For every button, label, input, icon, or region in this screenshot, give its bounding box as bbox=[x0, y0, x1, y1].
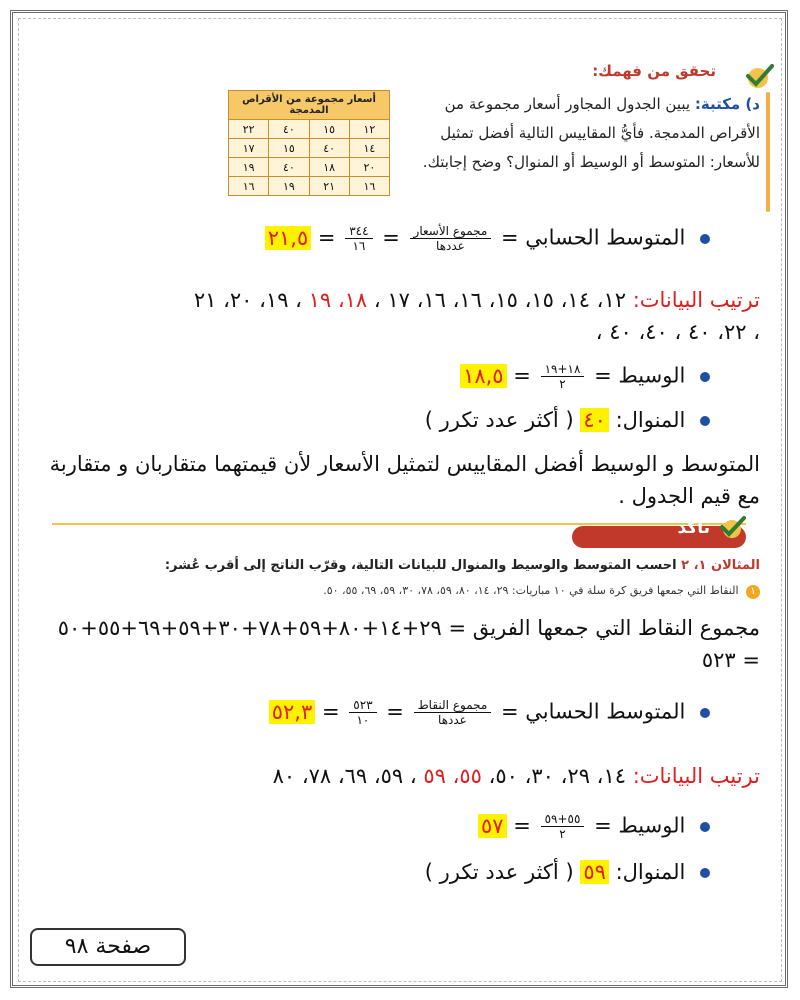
table-cell: ١٦ bbox=[229, 177, 269, 196]
table-cell: ١٥ bbox=[269, 139, 309, 158]
mean-label: المتوسط الحسابي = bbox=[501, 699, 686, 724]
bullet-icon bbox=[700, 708, 710, 718]
equals-sign: = bbox=[386, 699, 404, 724]
fraction-denominator: ١٠ bbox=[356, 713, 370, 727]
mode-result: ٥٩ bbox=[580, 860, 609, 884]
table-cell: ١٧ bbox=[229, 139, 269, 158]
fraction-numerator: مجموع النقاط bbox=[414, 698, 492, 713]
table-cell: ٤٠ bbox=[269, 120, 309, 139]
instruction-text: احسب المتوسط والوسيط والمنوال للبيانات التالية، وقرّب الناتج إلى أقرب عُشر: bbox=[164, 558, 677, 573]
question-number: ١ bbox=[746, 585, 760, 599]
median-result: ٥٧ bbox=[478, 814, 507, 838]
order-values-middle: ١٨، ١٩ bbox=[308, 288, 368, 312]
order-values-middle: ٥٥، ٥٩ bbox=[423, 764, 482, 788]
bullet-icon bbox=[700, 868, 710, 878]
question-text bbox=[400, 90, 760, 177]
mean-fraction-values bbox=[349, 698, 376, 727]
bullet-icon bbox=[700, 234, 710, 244]
sum-line-1: مجموع النقاط التي جمعها الفريق = ٢٩+١٤+٨٠+٥٩+٧٨+٣٠+٥٩+٦٩+٥٥+٥٠ bbox=[57, 616, 760, 640]
mean-fraction-values bbox=[345, 224, 372, 253]
confirm-banner-label: تأكد bbox=[677, 518, 710, 538]
fraction-numerator: ٣٤٤ bbox=[345, 224, 372, 239]
equals-sign: = bbox=[513, 813, 531, 838]
table-cell: ١٥ bbox=[309, 120, 349, 139]
table-row bbox=[229, 158, 390, 177]
median-line-2 bbox=[478, 812, 710, 841]
median-fraction bbox=[541, 362, 585, 391]
table-cell: ٤٠ bbox=[309, 139, 349, 158]
mean-line-2 bbox=[269, 698, 710, 727]
check-icon bbox=[734, 62, 774, 90]
table-row bbox=[229, 177, 390, 196]
side-accent-bar bbox=[766, 92, 770, 212]
conclusion-text: المتوسط و الوسيط أفضل المقاييس لتمثيل الأسعار لأن قيمتهما متقاربان و متقاربة مع قيم الجدول . bbox=[49, 452, 760, 508]
table-cell: ١٩ bbox=[229, 158, 269, 177]
bullet-icon bbox=[700, 416, 710, 426]
examples-label: المثالان ١، ٢ bbox=[681, 558, 760, 573]
mode-label: المنوال: bbox=[615, 860, 686, 884]
table-cell: ١٢ bbox=[349, 120, 389, 139]
table-cell: ١٩ bbox=[269, 177, 309, 196]
fraction-denominator: ٢ bbox=[559, 377, 566, 391]
equals-sign: = bbox=[317, 225, 336, 250]
equals-sign: = bbox=[321, 699, 340, 724]
fraction-denominator: عددها bbox=[436, 239, 465, 253]
median-result: ١٨,٥ bbox=[460, 364, 507, 388]
table-row bbox=[229, 139, 390, 158]
equals-sign: = bbox=[382, 225, 400, 250]
mode-line-1 bbox=[425, 408, 710, 432]
order-values-c: ، ١٩، ٢٠، ٢١ bbox=[193, 288, 302, 312]
table-cell: ٢١ bbox=[309, 177, 349, 196]
order-line-2: ، ٢٢، ٤٠ ، ٤٠، ٤٠ ، bbox=[595, 320, 760, 344]
mode-note: ( أكثر عدد تكرر ) bbox=[424, 860, 574, 884]
order-values-c: ، ٥٩، ٦٩، ٧٨، ٨٠ bbox=[272, 764, 417, 788]
median-label: الوسيط = bbox=[594, 363, 686, 388]
fraction-numerator: مجموع الأسعار bbox=[410, 224, 492, 239]
mean-fraction bbox=[410, 224, 492, 253]
median-label: الوسيط = bbox=[594, 813, 686, 838]
table-cell: ٤٠ bbox=[269, 158, 309, 177]
equals-sign: = bbox=[513, 363, 531, 388]
order-line-3 bbox=[273, 764, 760, 788]
fraction-numerator: ٥٥+٥٩ bbox=[541, 812, 585, 827]
fraction-denominator: ٢ bbox=[559, 827, 566, 841]
order-values-a: ١٢، ١٤، ١٥، ١٥، ١٦، ١٦، ١٧ ، bbox=[373, 288, 626, 312]
table-cell: ٢٢ bbox=[229, 120, 269, 139]
table-row bbox=[229, 120, 390, 139]
mean-label: المتوسط الحسابي = bbox=[501, 225, 686, 250]
question-label: د) مكتبة: bbox=[694, 95, 760, 113]
bullet-icon bbox=[700, 372, 710, 382]
table-cell: ١٤ bbox=[349, 139, 389, 158]
question-text-1: النقاط التي جمعها فريق كرة سلة في ١٠ مباريات: ٢٩، ١٤، ٨٠، ٥٩، ٧٨، ٣٠، ٥٩، ٦٩، ٥٥، ٥٠. bbox=[323, 584, 739, 597]
price-table-title: أسعار مجموعة من الأقراص المدمجة bbox=[229, 91, 390, 120]
median-fraction bbox=[541, 812, 585, 841]
exercise-question bbox=[323, 584, 760, 599]
price-table bbox=[228, 90, 390, 196]
fraction-numerator: ١٨+١٩ bbox=[541, 362, 585, 377]
order-label: ترتيب البيانات: bbox=[632, 764, 760, 788]
question-body: يبين الجدول المجاور أسعار مجموعة من الأقراص المدمجة. فأيُّ المقاييس التالية أفضل تمثيل للأسعار: المتوسط أو الوسيط أو المنوال؟ وضح إجابتك. bbox=[422, 95, 760, 171]
table-cell: ١٨ bbox=[309, 158, 349, 177]
fraction-denominator: عددها bbox=[438, 713, 467, 727]
mode-line-2 bbox=[425, 860, 710, 884]
mean-line-1 bbox=[265, 224, 710, 253]
check-icon bbox=[712, 514, 746, 540]
confirm-banner bbox=[52, 518, 746, 548]
table-cell: ١٦ bbox=[349, 177, 389, 196]
table-cell: ٢٠ bbox=[349, 158, 389, 177]
page-number: صفحة ٩٨ bbox=[30, 928, 186, 966]
check-title: تحقق من فهمك: bbox=[592, 62, 716, 80]
median-line-1 bbox=[460, 362, 710, 391]
mode-result: ٤٠ bbox=[580, 408, 609, 432]
examples-instruction bbox=[165, 558, 760, 573]
mode-note: ( أكثر عدد تكرر ) bbox=[424, 408, 574, 432]
mean-result: ٥٢,٣ bbox=[269, 700, 316, 724]
order-label: ترتيب البيانات: bbox=[632, 288, 760, 312]
order-values-a: ١٤، ٢٩، ٣٠، ٥٠، bbox=[488, 764, 626, 788]
fraction-numerator: ٥٢٣ bbox=[349, 698, 376, 713]
mean-result: ٢١,٥ bbox=[265, 226, 312, 250]
mode-label: المنوال: bbox=[615, 408, 686, 432]
bullet-icon bbox=[700, 822, 710, 832]
fraction-denominator: ١٦ bbox=[352, 239, 366, 253]
sum-line-2: = ٥٢٣ bbox=[701, 648, 760, 672]
order-line-1 bbox=[194, 288, 760, 312]
mean-fraction bbox=[414, 698, 492, 727]
